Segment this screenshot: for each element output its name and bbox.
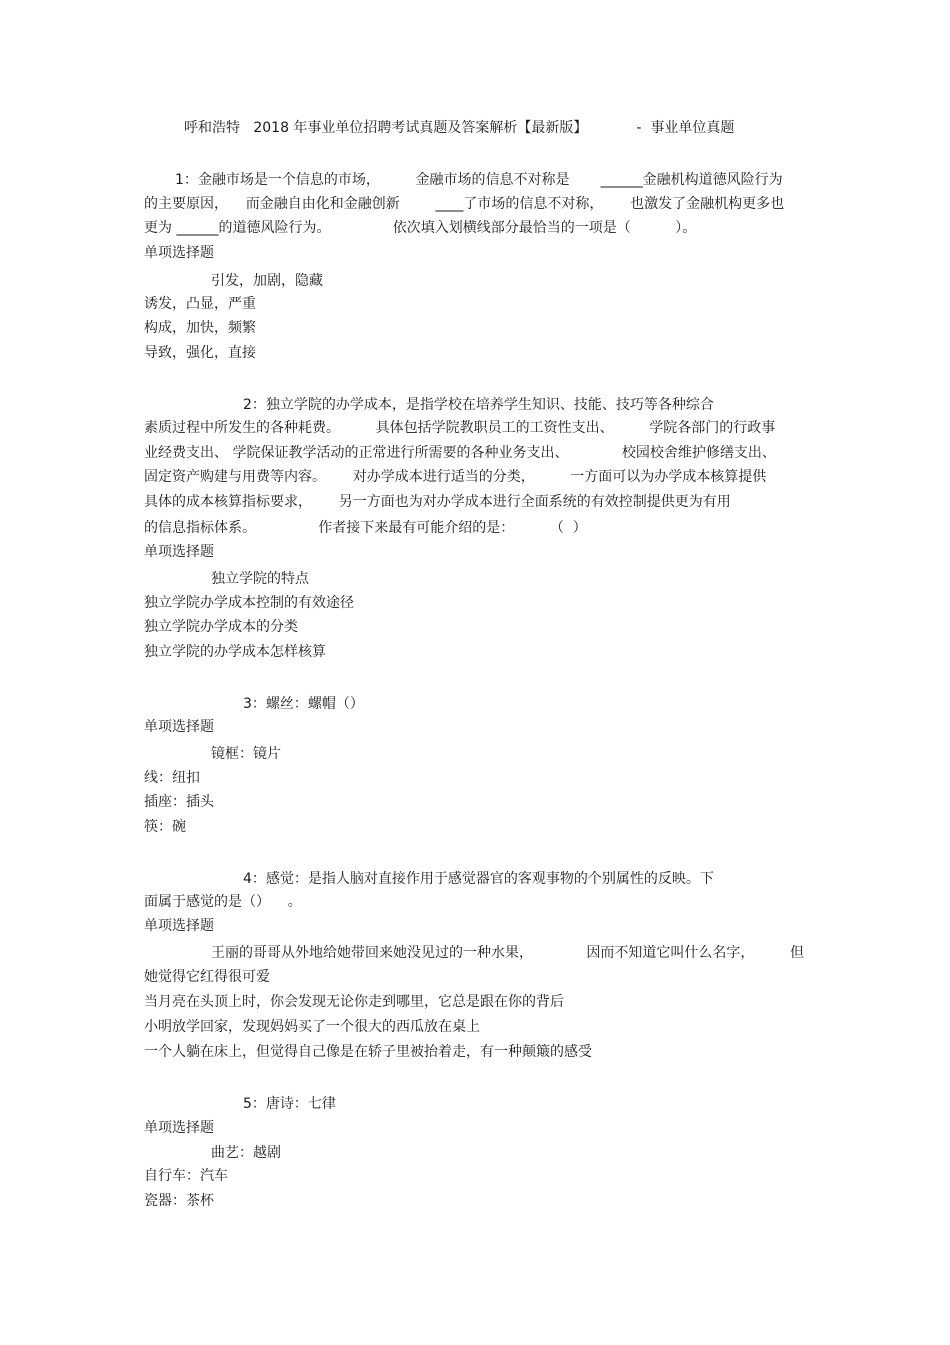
question-3-option-c: 插座：插头 [144,794,214,810]
question-4-option-a-cont: 她觉得它红得很可爱 [144,969,270,985]
question-2-line-3: 业经费支出、 学院保证教学活动的正常进行所需要的各种业务支出、 校园校舍维护修缮支出、 [144,445,776,461]
question-4-option-c: 小明放学回家，发现妈妈买了一个很大的西瓜放在桌上 [144,1019,480,1035]
question-1-line-1: 1：金融市场是一个信息的市场， 金融市场的信息不对称是 ______金融机构道德风险行为 [175,172,783,188]
question-4-type: 单项选择题 [144,918,214,934]
question-5-line-1: 5：唐诗：七律 [243,1096,336,1112]
question-3-line-1: 3：螺丝：螺帽（） [243,696,364,712]
question-1-option-d: 导致，强化，直接 [144,345,256,361]
question-1-line-2: 的主要原因， 而金融自由化和金融创新 ____了市场的信息不对称， 也激发了金融机构更多也 [144,196,785,212]
question-2-option-b: 独立学院办学成本控制的有效途径 [144,595,354,611]
question-3-option-a: 镜框：镜片 [211,746,281,762]
question-1-option-a: 引发，加剧，隐藏 [211,273,323,289]
document-title: 呼和浩特 2018 年事业单位招聘考试真题及答案解析【最新版】 - 事业单位真题 [184,120,735,136]
question-4-option-d: 一个人躺在床上，但觉得自己像是在轿子里被抬着走，有一种颠簸的感受 [144,1044,592,1060]
question-5-option-b: 自行车：汽车 [144,1168,228,1184]
question-4-option-b: 当月亮在头顶上时，你会发现无论你走到哪里，它总是跟在你的背后 [144,994,564,1010]
question-3-option-d: 筷：碗 [144,819,186,835]
question-2-option-a: 独立学院的特点 [211,571,309,587]
question-2-line-1: 2：独立学院的办学成本，是指学校在培养学生知识、技能、技巧等各种综合 [243,397,714,413]
question-1-option-c: 构成，加快，频繁 [144,320,256,336]
question-1-type: 单项选择题 [144,245,214,261]
question-5-type: 单项选择题 [144,1120,214,1136]
question-3-option-b: 线：纽扣 [144,770,200,786]
question-2-line-6: 的信息指标体系。 作者接下来最有可能介绍的是： （ ） [144,520,587,536]
question-4-option-a: 王丽的哥哥从外地给她带回来她没见过的一种水果， 因而不知道它叫什么名字， 但 [211,945,805,961]
question-2-line-5: 具体的成本核算指标要求， 另一方面也为对办学成本进行全面系统的有效控制提供更为有用 [144,494,731,510]
question-4-line-1: 4：感觉：是指人脑对直接作用于感觉器官的客观事物的个别属性的反映。下 [243,871,714,887]
question-2-type: 单项选择题 [144,544,214,560]
question-1-line-3: 更为 ______的道德风险行为。 依次填入划横线部分最恰当的一项是（ ）。 [144,220,697,236]
question-2-option-c: 独立学院办学成本的分类 [144,619,298,635]
question-2-option-d: 独立学院的办学成本怎样核算 [144,644,326,660]
question-5-option-a: 曲艺：越剧 [211,1145,281,1161]
question-2-line-2: 素质过程中所发生的各种耗费。 具体包括学院教职员工的工资性支出、 学院各部门的行政事 [144,420,776,436]
question-5-option-c: 瓷器：茶杯 [144,1193,214,1209]
question-3-type: 单项选择题 [144,719,214,735]
question-2-line-4: 固定资产购建与用费等内容。 对办学成本进行适当的分类， 一方面可以为办学成本核算提供 [144,469,767,485]
question-1-option-b: 诱发，凸显，严重 [144,296,256,312]
question-4-line-2: 面属于感觉的是（） 。 [144,894,302,910]
